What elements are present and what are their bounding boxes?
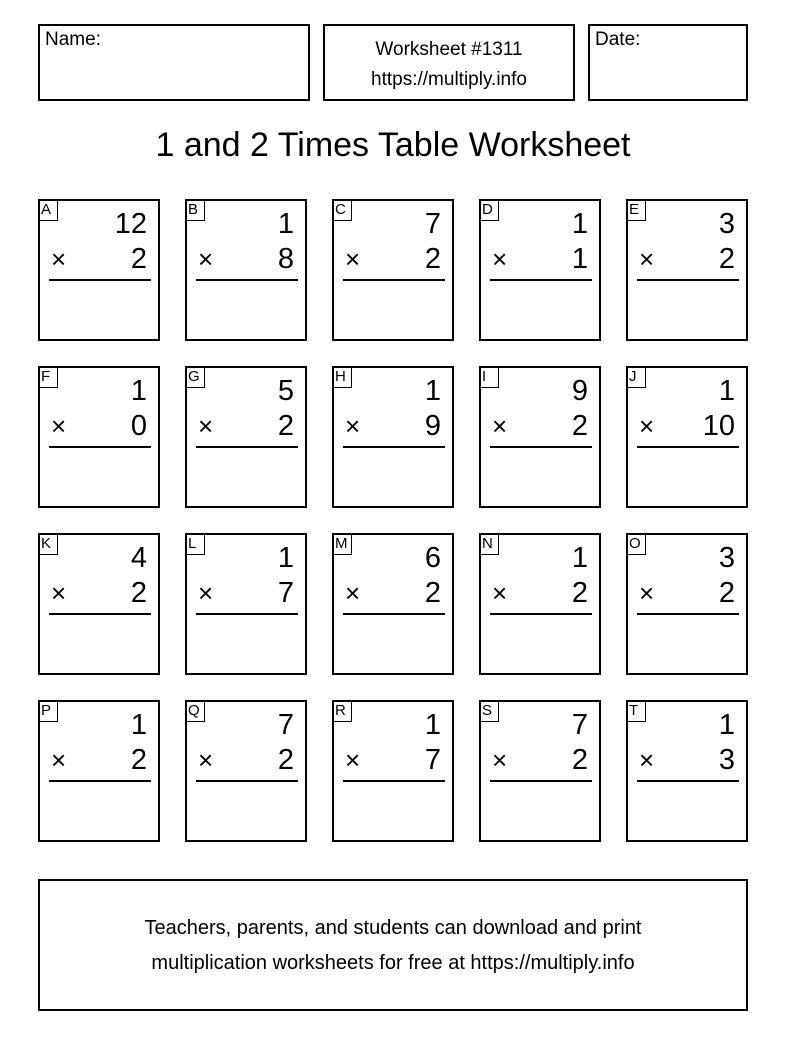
problem-letter: H bbox=[332, 366, 352, 388]
answer-line bbox=[196, 446, 298, 448]
answer-line bbox=[49, 446, 151, 448]
top-number: 7 bbox=[277, 709, 294, 741]
problem-card bbox=[626, 366, 748, 508]
bottom-number: 2 bbox=[571, 577, 588, 609]
footer-note bbox=[38, 879, 748, 1011]
bottom-number: 1 bbox=[571, 243, 588, 275]
problem-letter: C bbox=[332, 199, 352, 221]
problem-letter: N bbox=[479, 533, 499, 555]
multiply-sign: × bbox=[492, 745, 508, 775]
top-number: 1 bbox=[718, 375, 735, 407]
bottom-number: 2 bbox=[718, 577, 735, 609]
bottom-number: 2 bbox=[571, 744, 588, 776]
bottom-number: 2 bbox=[130, 744, 147, 776]
bottom-number: 8 bbox=[277, 243, 294, 275]
problem-letter: Q bbox=[185, 700, 205, 722]
problem-card bbox=[185, 700, 307, 842]
problem-card bbox=[332, 366, 454, 508]
multiply-sign: × bbox=[492, 244, 508, 274]
top-number: 1 bbox=[277, 208, 294, 240]
bottom-number: 2 bbox=[277, 410, 294, 442]
worksheet-info-box bbox=[323, 24, 575, 101]
answer-line bbox=[343, 279, 445, 281]
problem-letter: L bbox=[185, 533, 205, 555]
answer-line bbox=[343, 780, 445, 782]
top-number: 6 bbox=[424, 542, 441, 574]
multiply-sign: × bbox=[345, 244, 361, 274]
problem-card bbox=[479, 700, 601, 842]
bottom-number: 2 bbox=[571, 410, 588, 442]
answer-line bbox=[49, 279, 151, 281]
top-number: 5 bbox=[277, 375, 294, 407]
problem-card bbox=[626, 533, 748, 675]
problem-card bbox=[185, 533, 307, 675]
multiply-sign: × bbox=[492, 578, 508, 608]
answer-line bbox=[490, 613, 592, 615]
problem-letter: K bbox=[38, 533, 58, 555]
multiply-sign: × bbox=[198, 745, 214, 775]
problem-letter: A bbox=[38, 199, 58, 221]
name-label: Name: bbox=[45, 29, 101, 50]
answer-line bbox=[196, 613, 298, 615]
multiply-sign: × bbox=[345, 745, 361, 775]
answer-line bbox=[343, 446, 445, 448]
problem-card bbox=[626, 700, 748, 842]
bottom-number: 2 bbox=[424, 243, 441, 275]
top-number: 9 bbox=[571, 375, 588, 407]
problem-card bbox=[38, 533, 160, 675]
top-number: 3 bbox=[718, 542, 735, 574]
problem-letter: D bbox=[479, 199, 499, 221]
problem-card bbox=[332, 199, 454, 341]
answer-line bbox=[196, 279, 298, 281]
multiply-sign: × bbox=[198, 244, 214, 274]
bottom-number: 10 bbox=[702, 410, 735, 442]
top-number: 12 bbox=[114, 208, 147, 240]
bottom-number: 2 bbox=[424, 577, 441, 609]
top-number: 1 bbox=[424, 709, 441, 741]
top-number: 7 bbox=[424, 208, 441, 240]
problem-letter: O bbox=[626, 533, 646, 555]
name-field-box[interactable] bbox=[38, 24, 310, 101]
bottom-number: 3 bbox=[718, 744, 735, 776]
answer-line bbox=[490, 279, 592, 281]
problem-card bbox=[185, 366, 307, 508]
bottom-number: 2 bbox=[130, 577, 147, 609]
bottom-number: 7 bbox=[424, 744, 441, 776]
top-number: 1 bbox=[130, 375, 147, 407]
date-field-box[interactable] bbox=[588, 24, 748, 101]
answer-line bbox=[637, 279, 739, 281]
multiply-sign: × bbox=[51, 745, 67, 775]
multiply-sign: × bbox=[51, 244, 67, 274]
problem-card bbox=[479, 199, 601, 341]
worksheet-url: https://multiply.info bbox=[371, 69, 527, 90]
multiply-sign: × bbox=[51, 411, 67, 441]
footer-line-2: multiplication worksheets for free at https://multiply.info bbox=[151, 952, 635, 974]
problem-letter: B bbox=[185, 199, 205, 221]
problem-letter: F bbox=[38, 366, 58, 388]
answer-line bbox=[49, 780, 151, 782]
bottom-number: 9 bbox=[424, 410, 441, 442]
top-number: 1 bbox=[718, 709, 735, 741]
problem-card bbox=[38, 700, 160, 842]
problem-card bbox=[185, 199, 307, 341]
problem-letter: E bbox=[626, 199, 646, 221]
multiply-sign: × bbox=[345, 578, 361, 608]
answer-line bbox=[196, 780, 298, 782]
multiply-sign: × bbox=[639, 745, 655, 775]
top-number: 7 bbox=[571, 709, 588, 741]
problem-letter: R bbox=[332, 700, 352, 722]
top-number: 1 bbox=[571, 208, 588, 240]
multiply-sign: × bbox=[51, 578, 67, 608]
top-number: 1 bbox=[571, 542, 588, 574]
answer-line bbox=[637, 613, 739, 615]
problem-card bbox=[626, 199, 748, 341]
multiply-sign: × bbox=[639, 411, 655, 441]
top-number: 1 bbox=[277, 542, 294, 574]
top-number: 1 bbox=[424, 375, 441, 407]
multiply-sign: × bbox=[639, 578, 655, 608]
answer-line bbox=[490, 780, 592, 782]
multiply-sign: × bbox=[198, 411, 214, 441]
top-number: 4 bbox=[130, 542, 147, 574]
page-title: 1 and 2 Times Table Worksheet bbox=[155, 126, 631, 164]
problem-letter: M bbox=[332, 533, 352, 555]
answer-line bbox=[637, 780, 739, 782]
bottom-number: 2 bbox=[277, 744, 294, 776]
multiply-sign: × bbox=[345, 411, 361, 441]
problem-letter: J bbox=[626, 366, 646, 388]
problem-card bbox=[332, 533, 454, 675]
problem-letter: P bbox=[38, 700, 58, 722]
problem-letter: G bbox=[185, 366, 205, 388]
problem-letter: I bbox=[479, 366, 499, 388]
date-label: Date: bbox=[595, 29, 641, 50]
multiply-sign: × bbox=[198, 578, 214, 608]
problem-card bbox=[479, 366, 601, 508]
top-number: 3 bbox=[718, 208, 735, 240]
multiply-sign: × bbox=[639, 244, 655, 274]
worksheet-number: Worksheet #1311 bbox=[375, 39, 523, 60]
problem-card bbox=[332, 700, 454, 842]
top-number: 1 bbox=[130, 709, 147, 741]
answer-line bbox=[637, 446, 739, 448]
bottom-number: 0 bbox=[130, 410, 147, 442]
problem-card bbox=[38, 199, 160, 341]
problem-letter: T bbox=[626, 700, 646, 722]
answer-line bbox=[49, 613, 151, 615]
multiply-sign: × bbox=[492, 411, 508, 441]
problem-card bbox=[38, 366, 160, 508]
bottom-number: 2 bbox=[130, 243, 147, 275]
bottom-number: 2 bbox=[718, 243, 735, 275]
answer-line bbox=[343, 613, 445, 615]
footer-line-1: Teachers, parents, and students can download and print bbox=[144, 917, 642, 939]
answer-line bbox=[490, 446, 592, 448]
bottom-number: 7 bbox=[277, 577, 294, 609]
problem-letter: S bbox=[479, 700, 499, 722]
problem-card bbox=[479, 533, 601, 675]
